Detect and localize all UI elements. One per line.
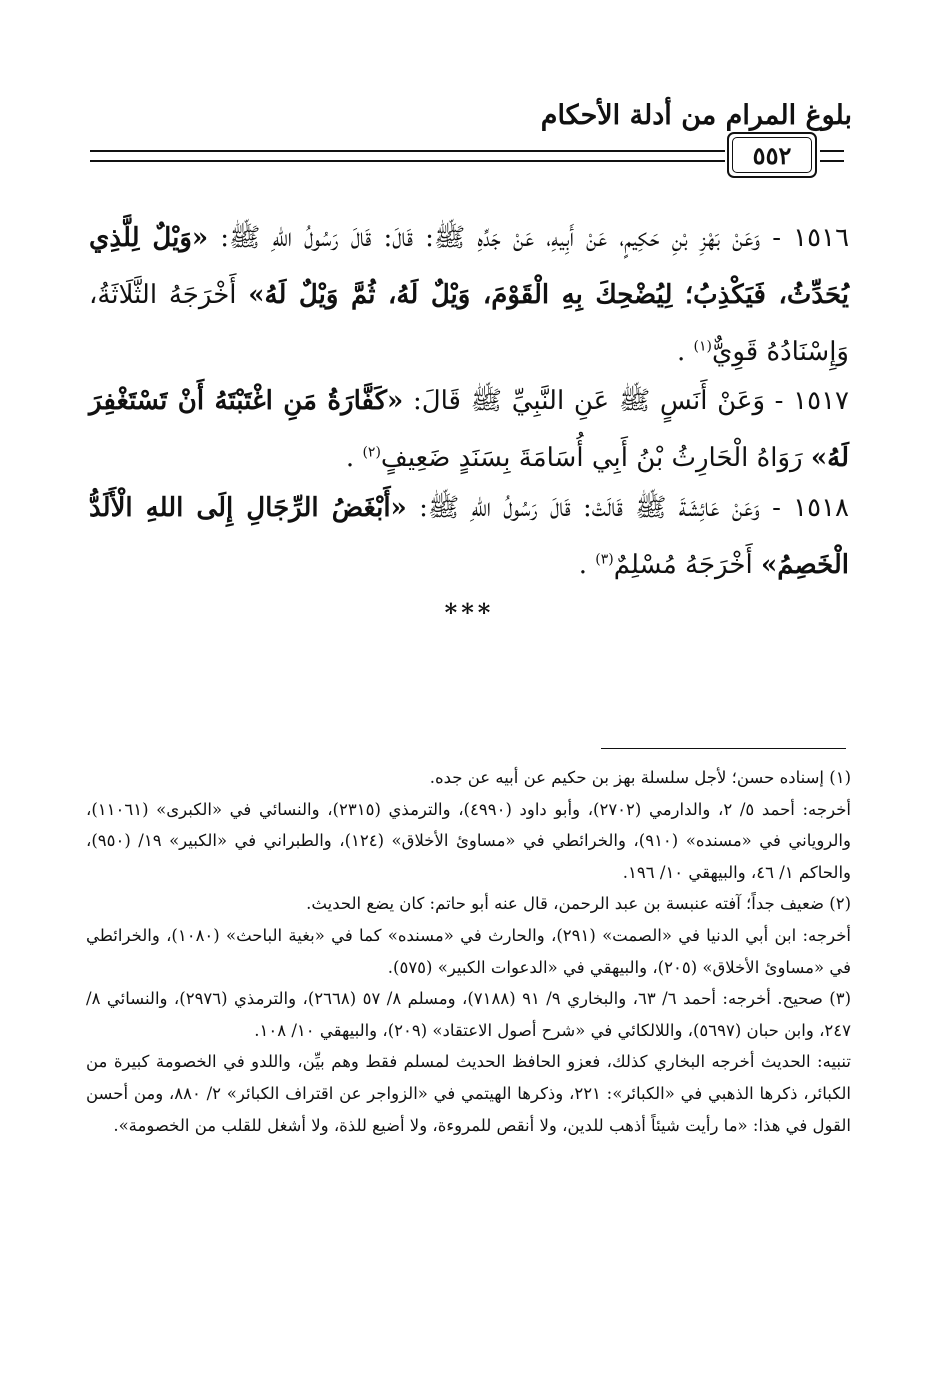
page-number-box (727, 132, 817, 178)
footnote-2: (٢) ضعيف جداً؛ آفته عنبسة بن عبد الرحمن، قال عنه أبو حاتم: كان يضع الحديث. (306, 894, 851, 914)
header-rule-short-bottom (820, 160, 844, 162)
header-rule-top (90, 150, 725, 152)
hadith-1518: ١٥١٨ - وَعَنْ عَائِشَةَ ﷺ قَالَتْ: قَالَ رَسُولُ اللهِ ﷺ: «أَبْغَضُ الرِّجَالِ إِلَى اللهِ الْأَلَدُّ الْخَصِمُ» أَخْرَجَهُ مُسْلِمٌ$^{(٣)}$ . (89, 493, 849, 580)
footnote-note: تنبيه: الحديث أخرجه البخاري كذلك، فعزو الحافظ الحديث لمسلم فقط وهم بيِّن، واللدو في الخصومة كبيرة من الكبائر، ذكرها الذهبي في «الكبائر»: ٢٢١، وذكرها الهيتمي في «الزواجر عن اقتراف الكبائر» ٢/ ٨٨٠، ومن أحسن القول في هذا: «ما رأيت شيئاً أذهب للدين، ولا أنقص للمروءة، ولا أضيع للذة، ولا أشغل للقلب من الخصومة». (86, 1052, 851, 1135)
hadith-text: «أَبْغَضُ الرِّجَالِ إِلَى اللهِ الْأَلَدُّ الْخَصِمُ» (89, 493, 849, 580)
running-header-title: بلوغ المرام من أدلة الأحكام (540, 100, 852, 131)
hadith-number: ١٥١٦ (793, 223, 850, 253)
footnote-3: (٣) صحيح. أخرجه: أحمد ٦/ ٦٣، والبخاري ٩/ ٩١ (٧١٨٨)، ومسلم ٨/ ٥٧ (٢٦٦٨)، والترمذي (٢٩٧٦)، والنسائي ٨/ ٢٤٧، وابن حبان (٥٦٩٧)، واللالكائي في «شرح أصول الاعتقاد» (٢٠٩)، والبيهقي ١٠/ ١٠٨. (86, 989, 851, 1040)
hadith-1516: ١٥١٦ - وَعَنْ بَهْزِ بْنِ حَكِيمٍ، عَنْ أَبِيهِ، عَنْ جَدِّهِ ﷺ: قَالَ: قَالَ رَسُولُ اللهِ ﷺ: «وَيْلٌ لِلَّذِي يُحَدِّثُ، فَيَكْذِبُ؛ لِيُضْحِكَ بِهِ الْقَوْمَ، وَيْلٌ لَهُ، ثُمَّ وَيْلٌ لَهُ» أَخْرَجَهُ الثَّلَاثَةُ، وَإِسْنَادُهُ قَوِيٌّ$^{(١)}$ . (89, 223, 850, 367)
footnote-2-sources: أخرجه: ابن أبي الدنيا في «الصمت» (٢٩١)، والحارث في «مسنده» كما في «بغية الباحث» (١٠٨٠)، والخرائطي في «مساوئ الأخلاق» (٢٠٥)، والبيهقي في «الدعوات الكبير» (٥٧٥). (86, 925, 851, 977)
footnote-divider (601, 748, 846, 749)
hadith-chain: - وَعَنْ عَائِشَةَ ﷺ قَالَتْ: قَالَ رَسُولُ اللهِ ﷺ: (406, 493, 781, 523)
hadith-1517: ١٥١٧ - وَعَنْ أَنَسٍ ﷺ عَنِ النَّبِيِّ ﷺ قَالَ: «كَفَّارَةُ مَنِ اغْتَبْتَهُ أَنْ تَسْتَغْفِرَ لَهُ» رَوَاهُ الْحَارِثُ بْنُ أَبِي أُسَامَةَ بِسَنَدٍ ضَعِيفٍ$^{(٢)}$ . (89, 386, 849, 473)
footnote-ref: (٣) (595, 551, 614, 568)
footnote-1: (١) إسناده حسن؛ لأجل سلسلة بهز بن حكيم عن أبيه عن جده. (429, 768, 851, 787)
page-number: ٥٥٢ (752, 140, 792, 170)
hadith-source: رَوَاهُ الْحَارِثُ بْنُ أَبِي أُسَامَةَ بِسَنَدٍ ضَعِيفٍ (380, 443, 803, 473)
hadith-source: أَخْرَجَهُ الثَّلَاثَةُ، وَإِسْنَادُهُ قَوِيٌّ (89, 280, 849, 367)
footnotes (86, 762, 851, 1141)
hadith-text: «كَفَّارَةُ مَنِ اغْتَبْتَهُ أَنْ تَسْتَغْفِرَ لَهُ» (89, 386, 849, 473)
footnote-ref: (١) (693, 338, 712, 355)
footnote-1-sources: أخرجه: أحمد ٥/ ٢، والدارمي (٢٧٠٢)، وأبو داود (٤٩٩٠)، والترمذي (٢٣١٥)، والنسائي في «الكبرى» (١١٠٦١)، والروياني في «مسنده» (٩١٠)، والخرائطي في «مساوئ الأخلاق» (١٢٤)، والطبراني في «الكبير» ١٩/ (٩٥٠)، والحاكم ١/ ٤٦، والبيهقي ١٠/ ١٩٦. (86, 799, 851, 882)
hadith-chain: - وَعَنْ أَنَسٍ ﷺ عَنِ النَّبِيِّ ﷺ قَالَ: (403, 386, 784, 416)
section-separator: *** (444, 598, 495, 627)
hadith-source: أَخْرَجَهُ مُسْلِمٌ (613, 550, 753, 580)
header-rule-bottom (90, 160, 725, 162)
header-rule-short-top (820, 150, 844, 152)
hadith-text: «وَيْلٌ لِلَّذِي يُحَدِّثُ، فَيَكْذِبُ؛ لِيُضْحِكَ بِهِ الْقَوْمَ، وَيْلٌ لَهُ، ثُمَّ وَيْلٌ لَهُ» (89, 223, 850, 310)
footnote-ref: (٢) (362, 444, 381, 461)
hadith-number: ١٥١٨ (793, 493, 849, 523)
hadith-number: ١٥١٧ (793, 386, 849, 416)
hadith-chain: - وَعَنْ بَهْزِ بْنِ حَكِيمٍ، عَنْ أَبِيهِ، عَنْ جَدِّهِ ﷺ: قَالَ: قَالَ رَسُولُ اللهِ ﷺ: (220, 223, 782, 253)
